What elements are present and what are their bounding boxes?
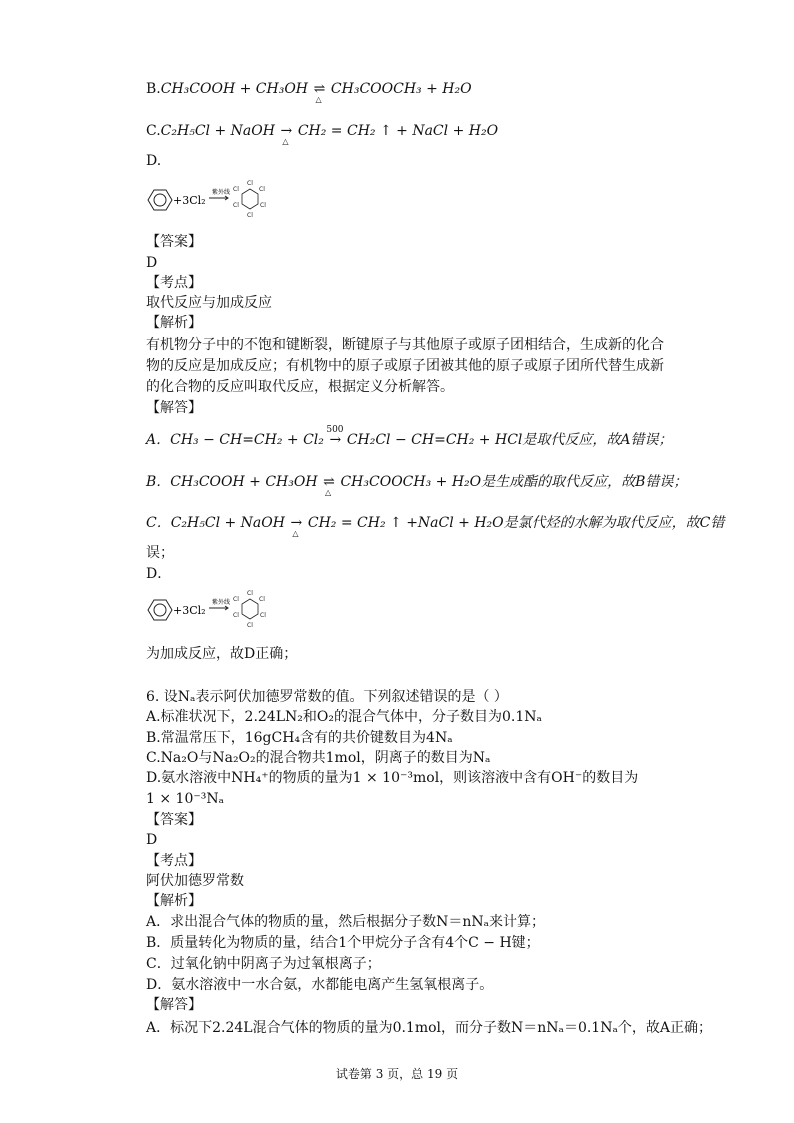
q5-option-b: B.CH₃COOH + CH₃OH ⇌ △ CH₃COOCH₃ + H₂O [146, 81, 472, 104]
q5-solution-c: C．C₂H₅Cl + NaOH → △ CH₂ = CH₂ ↑ +NaCl + H₂O是氯代烃的水解为取代反应，故C错 [146, 515, 725, 538]
svg-text:Cl: Cl [247, 622, 253, 629]
q6-stem: 6. 设Nₐ表示阿伏加德罗常数的值。下列叙述错误的是（ ） [146, 689, 508, 705]
q5-topic: 取代反应与加成反应 [146, 295, 272, 311]
q5-solution-c-continued: 误； [146, 545, 174, 561]
reversible-arrow-icon: ⇌ △ [313, 81, 326, 104]
q6-solution-header: 【解答】 [146, 997, 202, 1013]
benzene-chlorination-diagram-2 [146, 586, 286, 634]
q5-analysis-header: 【解析】 [146, 315, 202, 331]
q6-analysis-header: 【解析】 [146, 893, 202, 909]
q5-option-b-reactants: CH₃COOH + CH₃OH [160, 81, 309, 97]
q6-answer: D [146, 832, 158, 848]
svg-text:紫外线: 紫外线 [212, 599, 231, 606]
q6-option-c: C.Na₂O与Na₂O₂的混合物共1mol，阴离子的数目为Nₐ [146, 750, 491, 766]
q5-answer: D [146, 255, 158, 271]
svg-text:Cl: Cl [260, 202, 266, 209]
hexachlorocyclohexane-icon [242, 599, 258, 619]
svg-text:Cl: Cl [233, 612, 239, 619]
q5-solution-header: 【解答】 [146, 400, 202, 416]
benzene-chlorination-reaction-figure [146, 176, 286, 224]
svg-text:Cl: Cl [233, 202, 239, 209]
benzene-ring-icon [148, 190, 172, 210]
reaction-reagent: +3Cl₂ [173, 194, 206, 207]
svg-text:Cl: Cl [247, 180, 253, 187]
q6-analysis-d: D．氨水溶液中一水合氨，水都能电离产生氢氧根离子。 [146, 977, 494, 993]
svg-text:Cl: Cl [259, 186, 265, 193]
q5-option-c: C.C₂H₅Cl + NaOH → △ CH₂ = CH₂ ↑ + NaCl + H₂O [146, 123, 499, 146]
reversible-arrow-icon: ⇌ △ [323, 474, 335, 497]
svg-text:Cl: Cl [259, 596, 265, 603]
q5-solution-d-tail: 为加成反应，故D正确； [146, 646, 298, 662]
hexachlorocyclohexane-icon [242, 189, 258, 209]
heating-arrow-icon: → △ [280, 123, 293, 146]
q6-analysis-a: A．求出混合气体的物质的量，然后根据分子数N＝nNₐ来计算； [146, 914, 546, 930]
q5-option-c-products: CH₂ = CH₂ ↑ + NaCl + H₂O [297, 123, 499, 139]
svg-text:Cl: Cl [260, 612, 266, 619]
q5-analysis-line-3: 的化合物的反应叫取代反应，根据定义分析解答。 [146, 379, 454, 395]
svg-text:Cl: Cl [233, 186, 239, 193]
q5-topic-header: 【考点】 [146, 275, 202, 291]
q5-option-d-label: D. [146, 153, 162, 169]
svg-text:+3Cl₂: +3Cl₂ [173, 604, 206, 617]
q6-option-a: A.标准状况下，2.24LN₂和O₂的混合气体中，分子数目为0.1Nₐ [146, 709, 542, 725]
benzene-chlorination-reaction-figure-2 [146, 586, 286, 634]
benzene-chlorination-diagram [146, 176, 286, 224]
q6-option-b: B.常温常压下，16gCH₄含有的共价键数目为4Nₐ [146, 730, 453, 746]
q6-analysis-c: C．过氧化钠中阴离子为过氧根离子； [146, 956, 381, 972]
q5-solution-b: B．CH₃COOH + CH₃OH ⇌ △ CH₃COOCH₃ + H₂O是生成酯的取代反应，故B错误； [146, 474, 688, 497]
svg-text:Cl: Cl [247, 212, 253, 219]
q5-analysis-line-1: 有机物分子中的不饱和键断裂，断键原子与其他原子或原子团相结合，生成新的化合 [146, 337, 664, 353]
q6-analysis-b: B．质量转化为物质的量，结合1个甲烷分子含有4个C − H键； [146, 935, 540, 951]
q5-solution-a: A．CH₃ − CH=CH₂ + Cl₂ → 500 CH₂Cl − CH=CH₂ + HCl是取代反应，故A错误； [146, 425, 673, 448]
q6-topic: 阿伏加德罗常数 [146, 873, 244, 889]
q5-analysis-line-2: 物的反应是加成反应；有机物中的原子或原子团被其他的原子或原子团所代替生成新 [146, 358, 664, 374]
svg-text:Cl: Cl [233, 596, 239, 603]
q5-option-b-products: CH₃COOCH₃ + H₂O [330, 81, 472, 97]
q5-answer-header: 【答案】 [146, 234, 202, 250]
benzene-ring-icon [148, 600, 172, 620]
q6-answer-header: 【答案】 [146, 812, 202, 828]
condition-arrow-icon: → 500 [326, 425, 344, 448]
reaction-catalyst: 紫外线 [212, 189, 231, 196]
q6-option-d-line-2: 1 × 10⁻³Nₐ [146, 791, 225, 807]
heating-arrow-icon: → △ [290, 515, 303, 538]
q6-option-d-line-1: D.氨水溶液中NH₄⁺的物质的量为1 × 10⁻³mol，则该溶液中含有OH⁻的数目为 [146, 770, 639, 786]
q5-option-c-reactants: C₂H₅Cl + NaOH [160, 123, 275, 139]
q5-solution-d: D． [146, 566, 172, 582]
q6-topic-header: 【考点】 [146, 853, 202, 869]
q6-solution-a: A．标况下2.24L混合气体的物质的量为0.1mol，而分子数N＝nNₐ＝0.1Nₐ个，故A正确； [146, 1020, 712, 1036]
page-footer: 试卷第 3 页，总 19 页 [335, 1067, 459, 1081]
svg-text:Cl: Cl [247, 590, 253, 597]
